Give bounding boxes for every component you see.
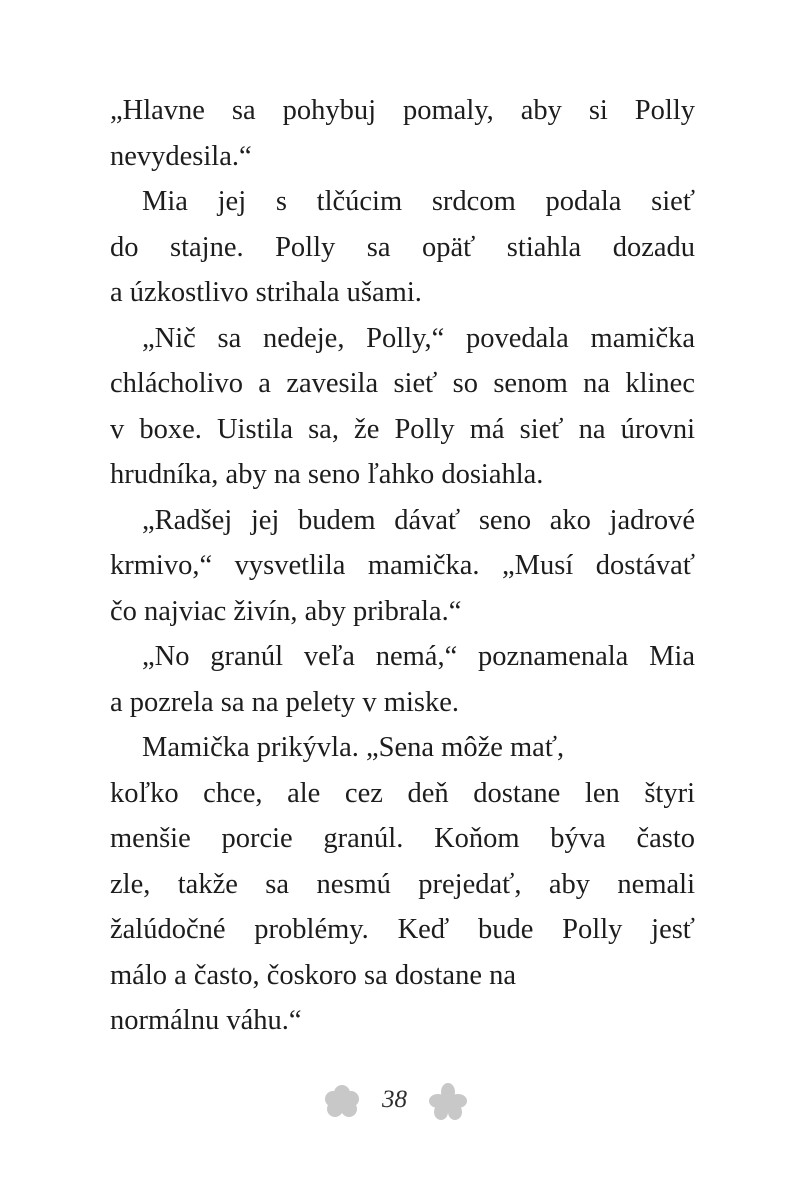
text-line-8: v boxe. Uistila sa, že Polly má sieť na úrovni [110,413,695,445]
text-line-13: „No granúl veľa nemá,“ poznamenala Mia [142,641,695,672]
page-number: 38 [382,1086,407,1113]
flower-ornament-icon [428,1082,468,1122]
text-line-17: menšie porcie granúl. Koňom býva často [110,823,695,854]
text-line-14: a pozrela sa na pelety v miske. [110,686,459,718]
text-line-7: chlácholivo a zavesila sieť so senom na klinec [110,368,695,399]
text-line-11: krmivo,“ vysvetlila mamička. „Musí dostávať [110,550,695,581]
text-line-6: „Nič sa nedeje, Polly,“ povedala mamička [142,322,695,354]
page-footer [0,1082,789,1126]
text-line-1: „Hlavne sa pohybuj pomaly, aby si Polly [110,95,695,126]
text-line-15: Mamička prikývla. „Sena môže mať, [142,732,565,763]
text-line-3: Mia jej s tlčúcim srdcom podala sieť [142,186,695,217]
text-line-19: žalúdočné problémy. Keď bude Polly jesť [110,914,695,945]
text-line-18: zle, takže sa nesmú prejedať, aby nemali [110,868,695,900]
text-line-10: „Radšej jej budem dávať seno ako jadrové [142,504,695,536]
text-line-21: normálnu váhu.“ [110,1005,302,1036]
text-line-5: a úzkostlivo strihala ušami. [110,277,422,308]
text-line-12: čo najviac živín, aby pribrala.“ [110,595,462,627]
text-line-9: hrudníka, aby na seno ľahko dosiahla. [110,459,544,490]
text-line-4: do stajne. Polly sa opäť stiahla dozadu [110,231,695,263]
text-line-20: málo a často, čoskoro sa dostane na [110,959,516,991]
text-line-16: koľko chce, ale cez deň dostane len štyri [110,777,695,809]
text-line-2: nevydesila.“ [110,140,252,172]
body-text [110,88,695,1044]
